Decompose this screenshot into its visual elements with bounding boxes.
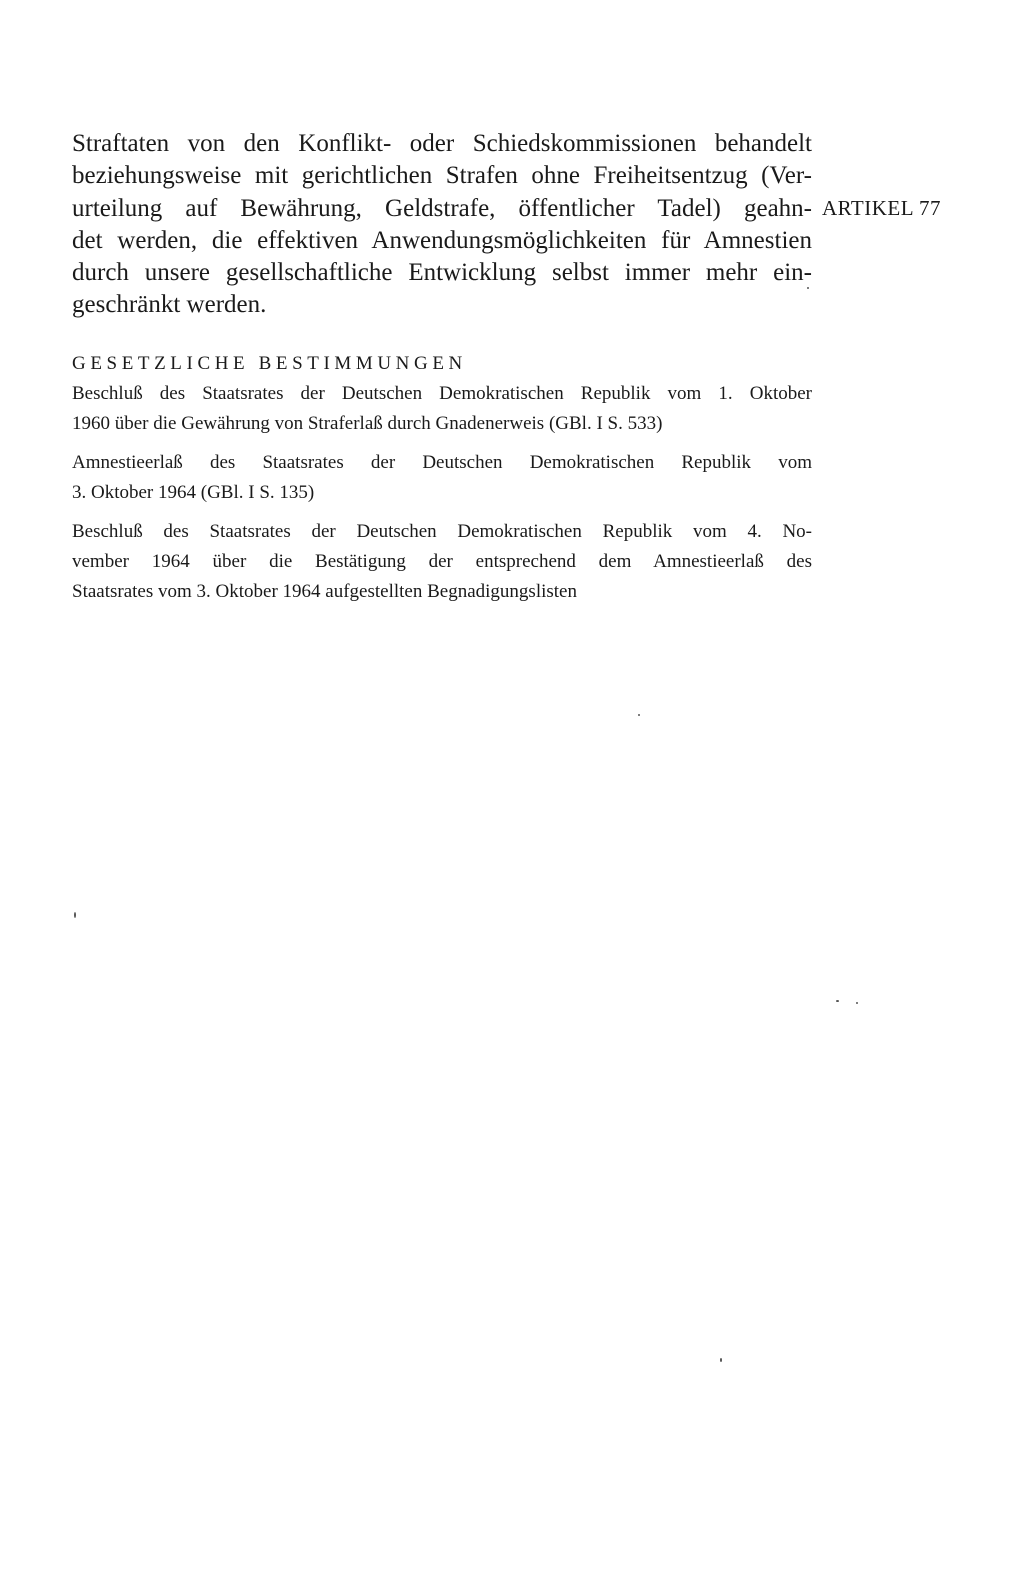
body-line: geschränkt werden.: [72, 291, 267, 319]
reference-line: 1960 über die Gewährung von Straferlaß durch Gnadenerweis (GBl. I S. 533): [72, 413, 663, 434]
body-line: det werden, die effektiven Anwendungsmöglichkeiten für Amnestien: [72, 226, 812, 254]
margin-note-article: ARTIKEL 77: [822, 196, 942, 220]
scan-speck: [74, 912, 76, 918]
body-line: urteilung auf Bewährung, Geldstrafe, öffentlicher Tadel) geahn-: [72, 194, 812, 222]
reference-line: 3. Oktober 1964 (GBl. I S. 135): [72, 482, 315, 503]
section-heading: GESETZLICHE BESTIMMUNGEN: [72, 353, 467, 374]
body-line: beziehungsweise mit gerichtlichen Strafen ohne Freiheitsentzug (Ver-: [72, 162, 812, 190]
body-line: Straftaten von den Konflikt- oder Schiedskommissionen behandelt: [72, 130, 812, 157]
reference-item: [72, 379, 812, 439]
body-line: durch unsere gesellschaftliche Entwicklung selbst immer mehr ein-: [72, 259, 812, 287]
scan-speck: [720, 1358, 722, 1362]
reference-line: Beschluß des Staatsrates der Deutschen Demokratischen Republik vom 4. No-: [72, 521, 812, 542]
reference-item: [72, 517, 812, 607]
scan-speck: [807, 287, 809, 289]
scan-speck: [856, 1002, 858, 1004]
scan-speck: [638, 714, 640, 716]
reference-line: Amnestieerlaß des Staatsrates der Deutschen Demokratischen Republik vom: [72, 452, 812, 473]
reference-item: [72, 448, 812, 508]
reference-line: vember 1964 über die Bestätigung der entsprechend dem Amnestieerlaß des: [72, 551, 812, 572]
reference-line: Beschluß des Staatsrates der Deutschen Demokratischen Republik vom 1. Oktober: [72, 383, 812, 404]
body-paragraph: [72, 128, 812, 322]
reference-line: Staatsrates vom 3. Oktober 1964 aufgestellten Begnadigungslisten: [72, 581, 577, 602]
scan-speck: [836, 1000, 839, 1002]
legal-references: [72, 379, 812, 616]
